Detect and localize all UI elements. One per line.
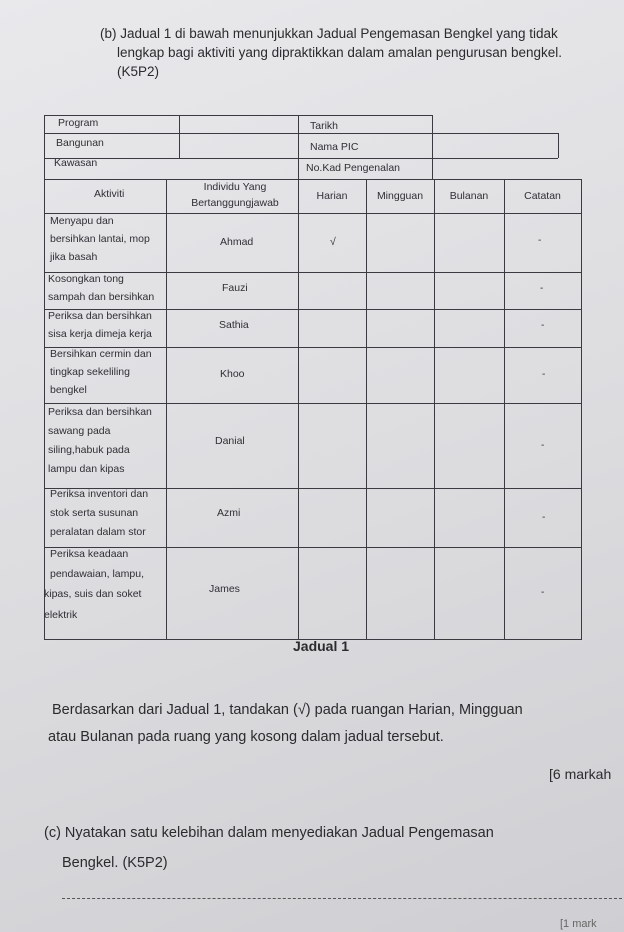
row-5-person: Danial xyxy=(215,435,245,447)
row-5-activity: Periksa dan bersihkan xyxy=(48,406,152,418)
row-7-activity: Periksa keadaan xyxy=(50,548,129,560)
corner-marks: [1 mark xyxy=(560,918,597,930)
row-7-activity: elektrik xyxy=(44,609,78,621)
table-line xyxy=(558,133,559,158)
header-aktiviti: Aktiviti xyxy=(94,188,125,200)
row-2-activity: Kosongkan tong xyxy=(48,273,124,285)
row-5-activity: sawang pada xyxy=(48,425,111,437)
table-line xyxy=(44,158,558,159)
marks-label: [6 markah xyxy=(549,766,612,782)
header-bangunan: Bangunan xyxy=(56,137,104,149)
row-7-person: James xyxy=(209,583,240,595)
header-harian: Harian xyxy=(316,190,348,202)
question-c-line-1: (c) Nyatakan satu kelebihan dalam menyediakan Jadual Pengemasan xyxy=(44,825,494,841)
row-2-catatan: - xyxy=(540,283,544,294)
intro-line-2: lengkap bagi aktiviti yang dipraktikkan dalam amalan pengurusan bengkel. xyxy=(117,45,563,60)
row-1-activity: Menyapu dan xyxy=(50,215,114,227)
row-5-activity: siling,habuk pada xyxy=(48,444,130,456)
row-1-catatan: - xyxy=(538,235,542,246)
row-1-harian-check: √ xyxy=(330,236,336,248)
row-7-activity: pendawaian, lampu, xyxy=(50,568,144,580)
intro-code: (K5P2) xyxy=(117,64,160,79)
table-line xyxy=(179,115,180,158)
row-4-activity: Bersihkan cermin dan xyxy=(50,348,152,360)
row-3-activity: Periksa dan bersihkan xyxy=(48,310,152,322)
row-1-activity: jika basah xyxy=(50,251,98,263)
header-individu-1: Individu Yang xyxy=(203,181,267,193)
header-mingguan: Mingguan xyxy=(376,190,424,202)
row-1-person: Ahmad xyxy=(220,236,254,248)
table-line xyxy=(581,179,582,640)
table-line xyxy=(504,179,505,640)
question-c-line-2: Bengkel. (K5P2) xyxy=(62,855,168,871)
row-4-activity: bengkel xyxy=(50,384,87,396)
row-6-activity: stok serta susunan xyxy=(50,507,139,519)
header-program: Program xyxy=(58,117,99,129)
question-b-intro xyxy=(100,24,610,81)
table-line xyxy=(44,133,558,134)
header-bulanan: Bulanan xyxy=(449,190,489,202)
row-7-activity: kipas, suis dan soket xyxy=(44,588,142,600)
row-5-catatan: - xyxy=(541,440,545,451)
cleaning-schedule-table xyxy=(44,115,582,640)
row-3-catatan: - xyxy=(541,320,545,331)
row-2-activity: sampah dan bersihkan xyxy=(48,291,155,303)
row-6-activity: Periksa inventori dan xyxy=(50,488,149,500)
table-line xyxy=(366,179,367,640)
intro-line-1: (b) Jadual 1 di bawah menunjukkan Jadual Pengemasan Bengkel yang tidak xyxy=(100,26,558,41)
row-3-person: Sathia xyxy=(219,319,249,331)
row-6-catatan: - xyxy=(542,512,546,523)
instruction-line-1: Berdasarkan dari Jadual 1, tandakan (√) pada ruangan Harian, Mingguan xyxy=(52,702,523,718)
answer-line[interactable] xyxy=(62,898,622,899)
row-4-catatan: - xyxy=(542,369,546,380)
table-line xyxy=(434,179,435,640)
table-line xyxy=(44,115,432,116)
row-4-activity: tingkap sekeliling xyxy=(50,366,130,378)
table-line xyxy=(44,179,582,180)
table-line xyxy=(44,213,582,214)
table-line xyxy=(166,179,167,640)
header-kawasan: Kawasan xyxy=(54,157,98,169)
table-caption: Jadual 1 xyxy=(293,638,350,654)
row-6-activity: peralatan dalam stor xyxy=(50,526,146,538)
row-1-activity: bersihkan lantai, mop xyxy=(50,233,150,245)
table-line xyxy=(44,403,582,404)
instruction-line-2: atau Bulanan pada ruang yang kosong dalam jadual tersebut. xyxy=(48,729,444,745)
header-individu-2: Bertanggungjawab xyxy=(191,197,279,209)
header-no-kad: No.Kad Pengenalan xyxy=(306,162,400,174)
row-7-catatan: - xyxy=(541,587,545,598)
header-tarikh: Tarikh xyxy=(310,120,339,132)
table-line xyxy=(44,115,45,640)
row-4-person: Khoo xyxy=(220,368,245,380)
row-3-activity: sisa kerja dimeja kerja xyxy=(48,328,152,340)
row-5-activity: lampu dan kipas xyxy=(48,463,125,475)
row-6-person: Azmi xyxy=(217,507,241,519)
header-nama-pic: Nama PIC xyxy=(310,141,359,153)
table-line xyxy=(44,272,582,273)
row-2-person: Fauzi xyxy=(222,282,248,294)
table-line xyxy=(432,115,433,179)
header-catatan: Catatan xyxy=(524,190,561,202)
